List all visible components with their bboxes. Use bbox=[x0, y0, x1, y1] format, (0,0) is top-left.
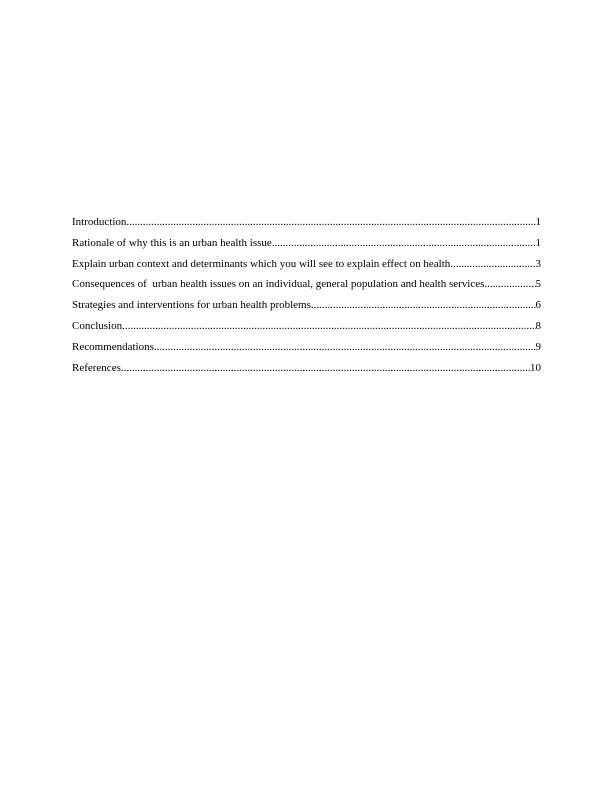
toc-entry-page: 8 bbox=[535, 319, 541, 332]
toc-dot-leader bbox=[126, 212, 535, 233]
toc-dot-leader bbox=[450, 254, 535, 275]
toc-entry-page: 3 bbox=[535, 257, 541, 270]
toc-entry-title: Conclusion bbox=[72, 319, 123, 332]
toc-entry-title: Rationale of why this is an urban health issue bbox=[72, 236, 272, 249]
toc-dot-leader bbox=[121, 358, 530, 379]
toc-dot-leader bbox=[154, 337, 536, 358]
toc-dot-leader bbox=[311, 295, 536, 316]
toc-entry-introduction[interactable] bbox=[72, 212, 541, 233]
toc-entry-page: 9 bbox=[535, 340, 541, 353]
toc-entry-references[interactable] bbox=[72, 358, 541, 379]
toc-dot-leader bbox=[484, 274, 535, 295]
toc-entry-strategies[interactable] bbox=[72, 295, 541, 316]
toc-entry-page: 5 bbox=[535, 278, 541, 291]
toc-entry-title: Introduction bbox=[72, 216, 127, 228]
toc-entry-title: Strategies and interventions for urban health problems bbox=[72, 299, 311, 312]
table-of-contents bbox=[72, 212, 541, 378]
toc-entry-recommendations[interactable] bbox=[72, 337, 541, 358]
toc-entry-title: References bbox=[72, 361, 121, 374]
toc-entry-page: 6 bbox=[535, 299, 541, 312]
toc-entry-conclusion[interactable] bbox=[72, 316, 541, 337]
toc-entry-page: 10 bbox=[530, 361, 541, 374]
toc-entry-title: Consequences of urban health issues on an individual, general population and health services bbox=[72, 278, 485, 291]
toc-entry-page: 1 bbox=[535, 236, 541, 249]
toc-dot-leader bbox=[272, 233, 536, 254]
toc-entry-consequences[interactable] bbox=[72, 274, 541, 295]
toc-entry-title: Explain urban context and determinants which you will see to explain effect on health bbox=[72, 257, 451, 270]
toc-entry-title: Recommendations bbox=[72, 340, 154, 353]
toc-entry-rationale[interactable] bbox=[72, 233, 541, 254]
toc-entry-urban-context[interactable] bbox=[72, 254, 541, 275]
toc-entry-page: 1 bbox=[535, 216, 541, 228]
toc-dot-leader bbox=[122, 316, 535, 337]
